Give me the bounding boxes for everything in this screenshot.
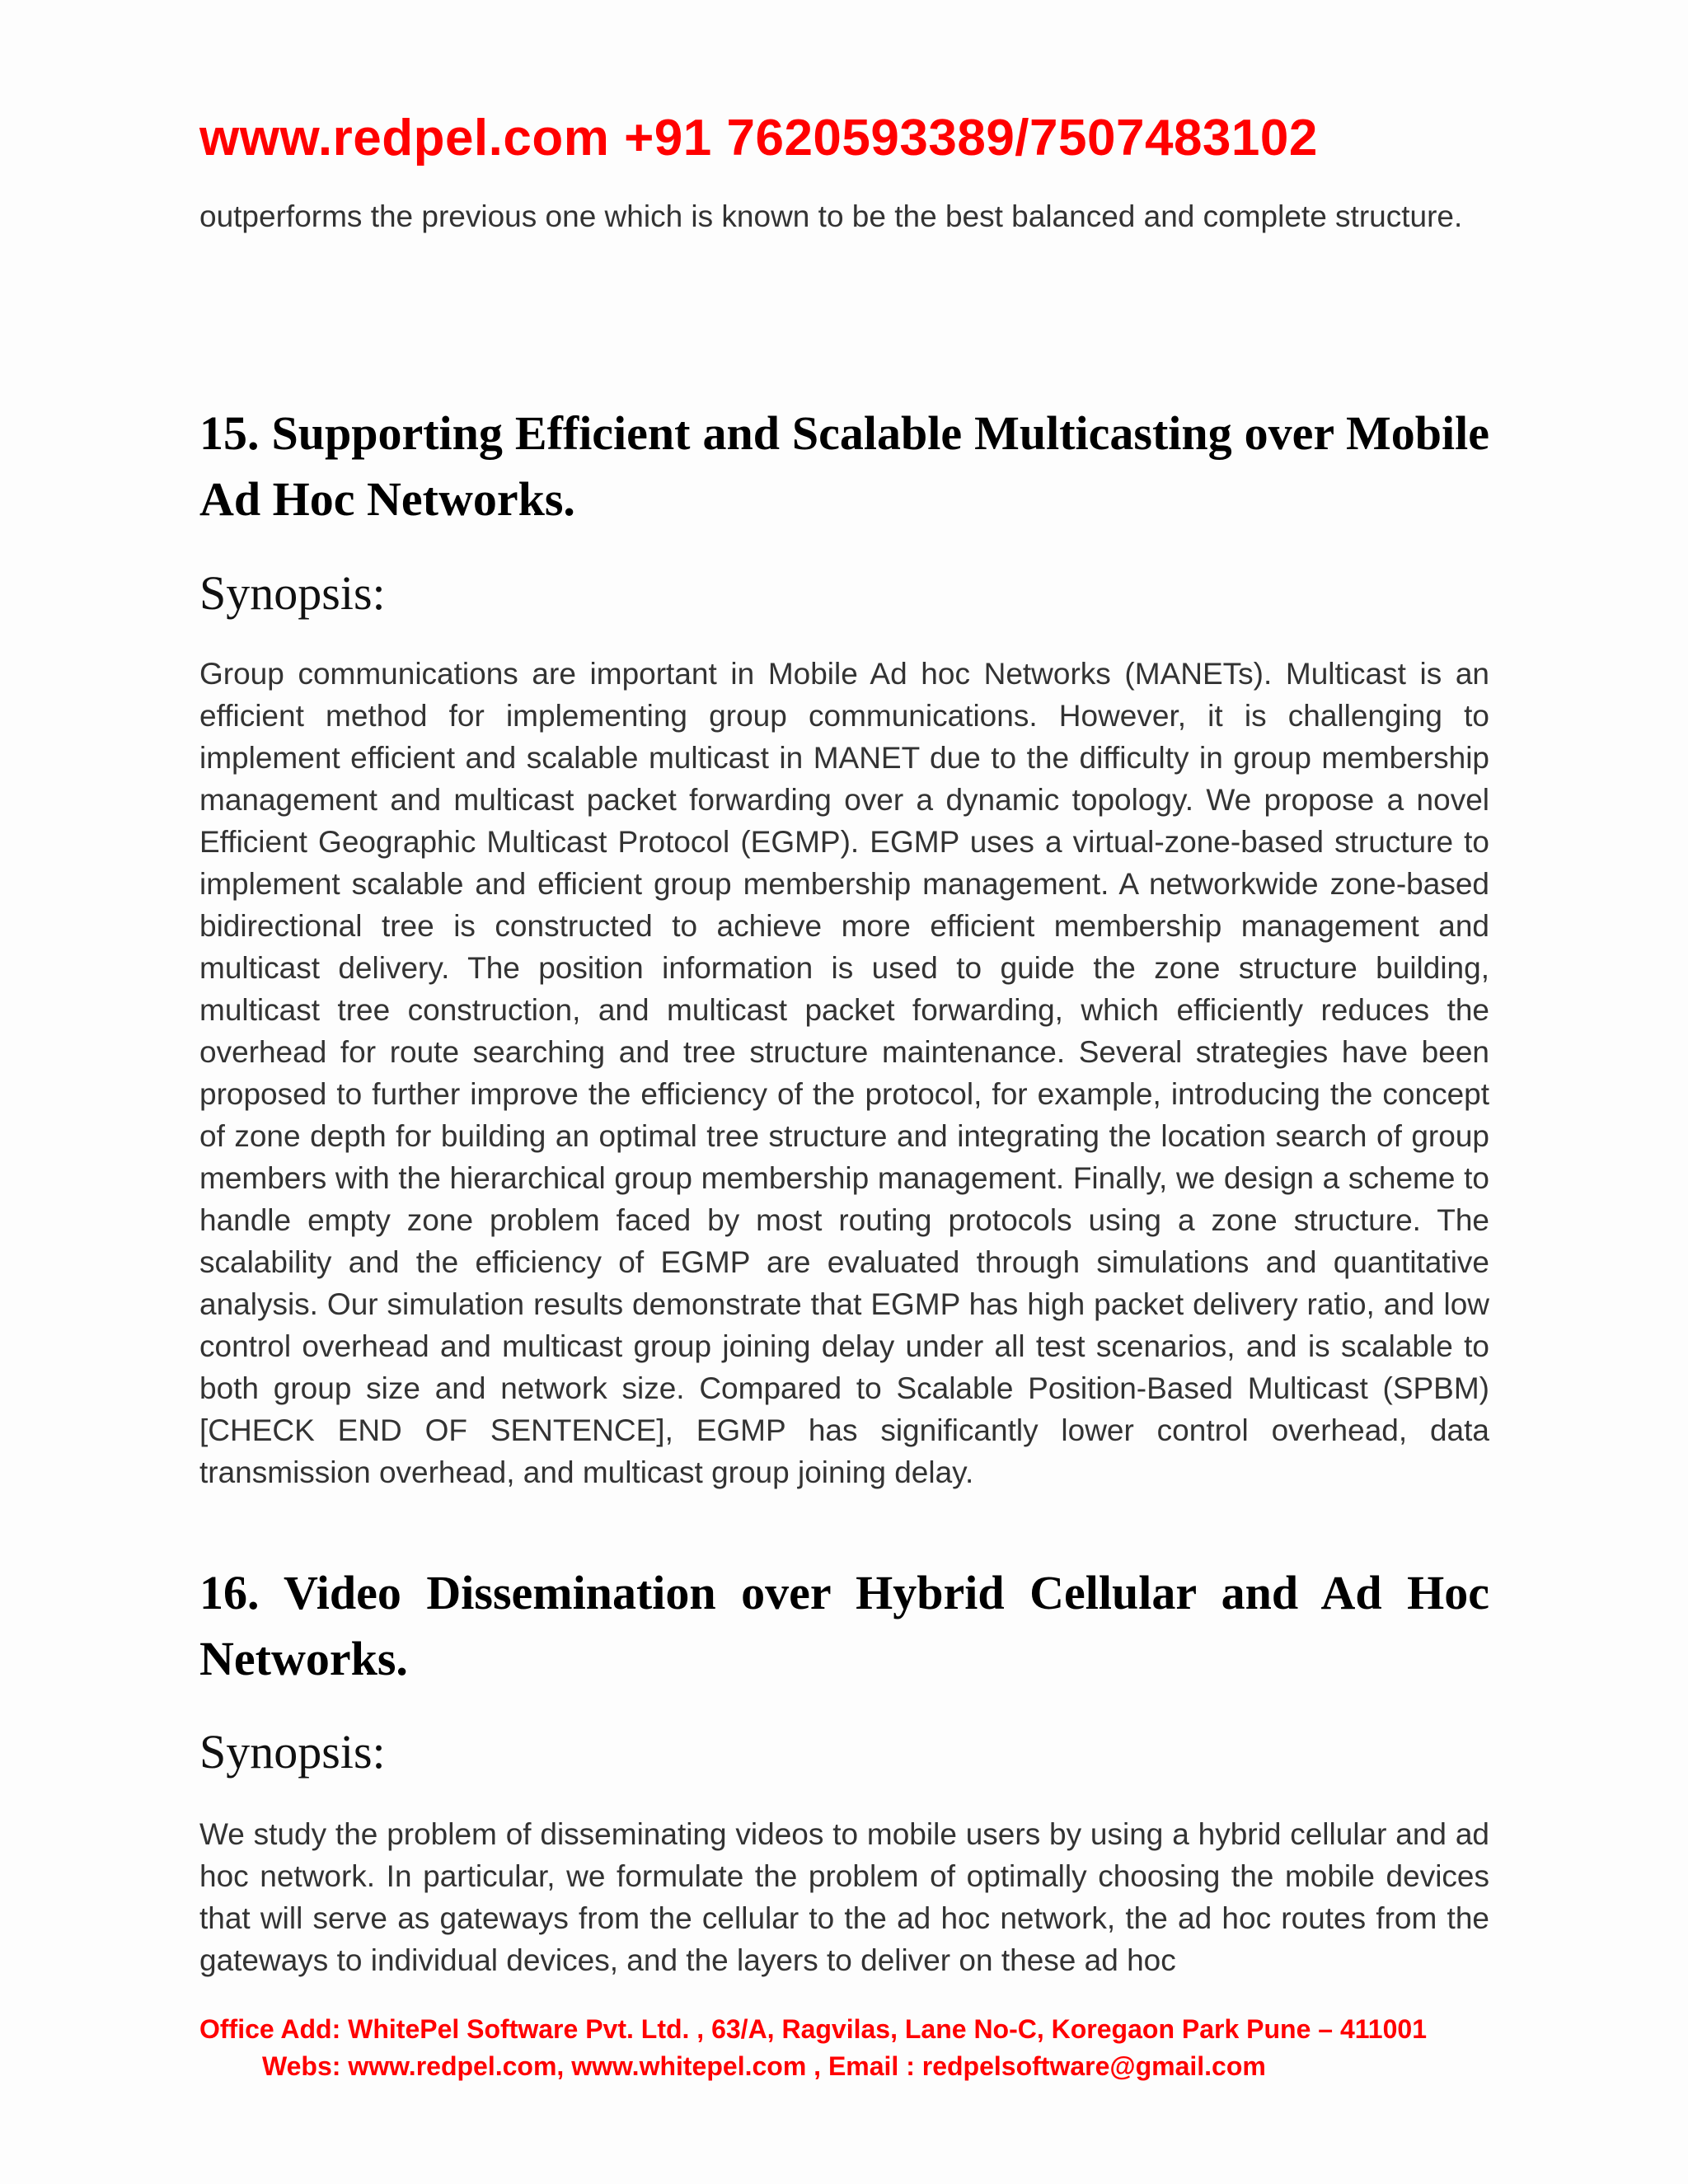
continuation-paragraph: outperforms the previous one which is known to be the best balanced and complete structure. bbox=[199, 199, 1463, 233]
section-15-synopsis-paragraph: Group communications are important in Mobile Ad hoc Networks (MANETs). Multicast is an efficient method for implementing group communications. However, it is challenging to implement efficient and scalable multicast in MANET due to the difficulty in group membership management and multicast packet forwarding over a dynamic topology. We propose a novel Efficient Geographic Multicast Protocol (EGMP). EGMP uses a virtual-zone-based structure to implement scalable and efficient group membership management. A networkwide zone-based bidirectional tree is constructed to achieve more efficient membership management and multicast delivery. The position information is used to guide the zone structure building, multicast tree construction, and multicast packet forwarding, which efficiently reduces the overhead for route searching and tree structure maintenance. Several strategies have been proposed to further improve the efficiency of the protocol, for example, introducing the concept of zone depth for building an optimal tree structure and integrating the location search of group members with the hierarchical group membership management. Finally, we design a scheme to handle empty zone problem faced by most routing protocols using a zone structure. The scalability and the efficiency of EGMP are evaluated through simulations and quantitative analysis. Our simulation results demonstrate that EGMP has high packet delivery ratio, and low control overhead and multicast group joining delay under all test scenarios, and is scalable to both group size and network size. Compared to Scalable Position-Based Multicast (SPBM) [CHECK END OF SENTENCE], EGMP has significantly lower control overhead, data transmission overhead, and multicast group joining delay. bbox=[199, 657, 1489, 1489]
section-16-synopsis-paragraph: We study the problem of disseminating videos to mobile users by using a hybrid cellular and ad hoc network. In particular, we formulate the problem of optimally choosing the mobile devices that will serve as gateways from the cellular to the ad hoc network, the ad hoc routes from the gateways to individual devices, and the layers to deliver on these ad hoc bbox=[199, 1817, 1489, 1977]
footer-websites-email: Webs: www.redpel.com, www.whitepel.com , Email : redpelsoftware@gmail.com bbox=[262, 2051, 1266, 2081]
section-16-heading: 16. Video Dissemination over Hybrid Cellular and Ad Hoc Networks. bbox=[199, 1566, 1489, 1685]
footer-office-address: Office Add: WhitePel Software Pvt. Ltd. , 63/A, Ragvilas, Lane No-C, Koregaon Park Pune – 411001 bbox=[199, 2014, 1427, 2044]
section-15-heading: 15. Supporting Efficient and Scalable Multicasting over Mobile Ad Hoc Networks. bbox=[199, 406, 1489, 526]
section-16-synopsis-label: Synopsis: bbox=[199, 1725, 386, 1779]
section-15-synopsis-label: Synopsis: bbox=[199, 566, 386, 620]
header-contact-line: www.redpel.com +91 7620593389/7507483102 bbox=[199, 110, 1318, 166]
